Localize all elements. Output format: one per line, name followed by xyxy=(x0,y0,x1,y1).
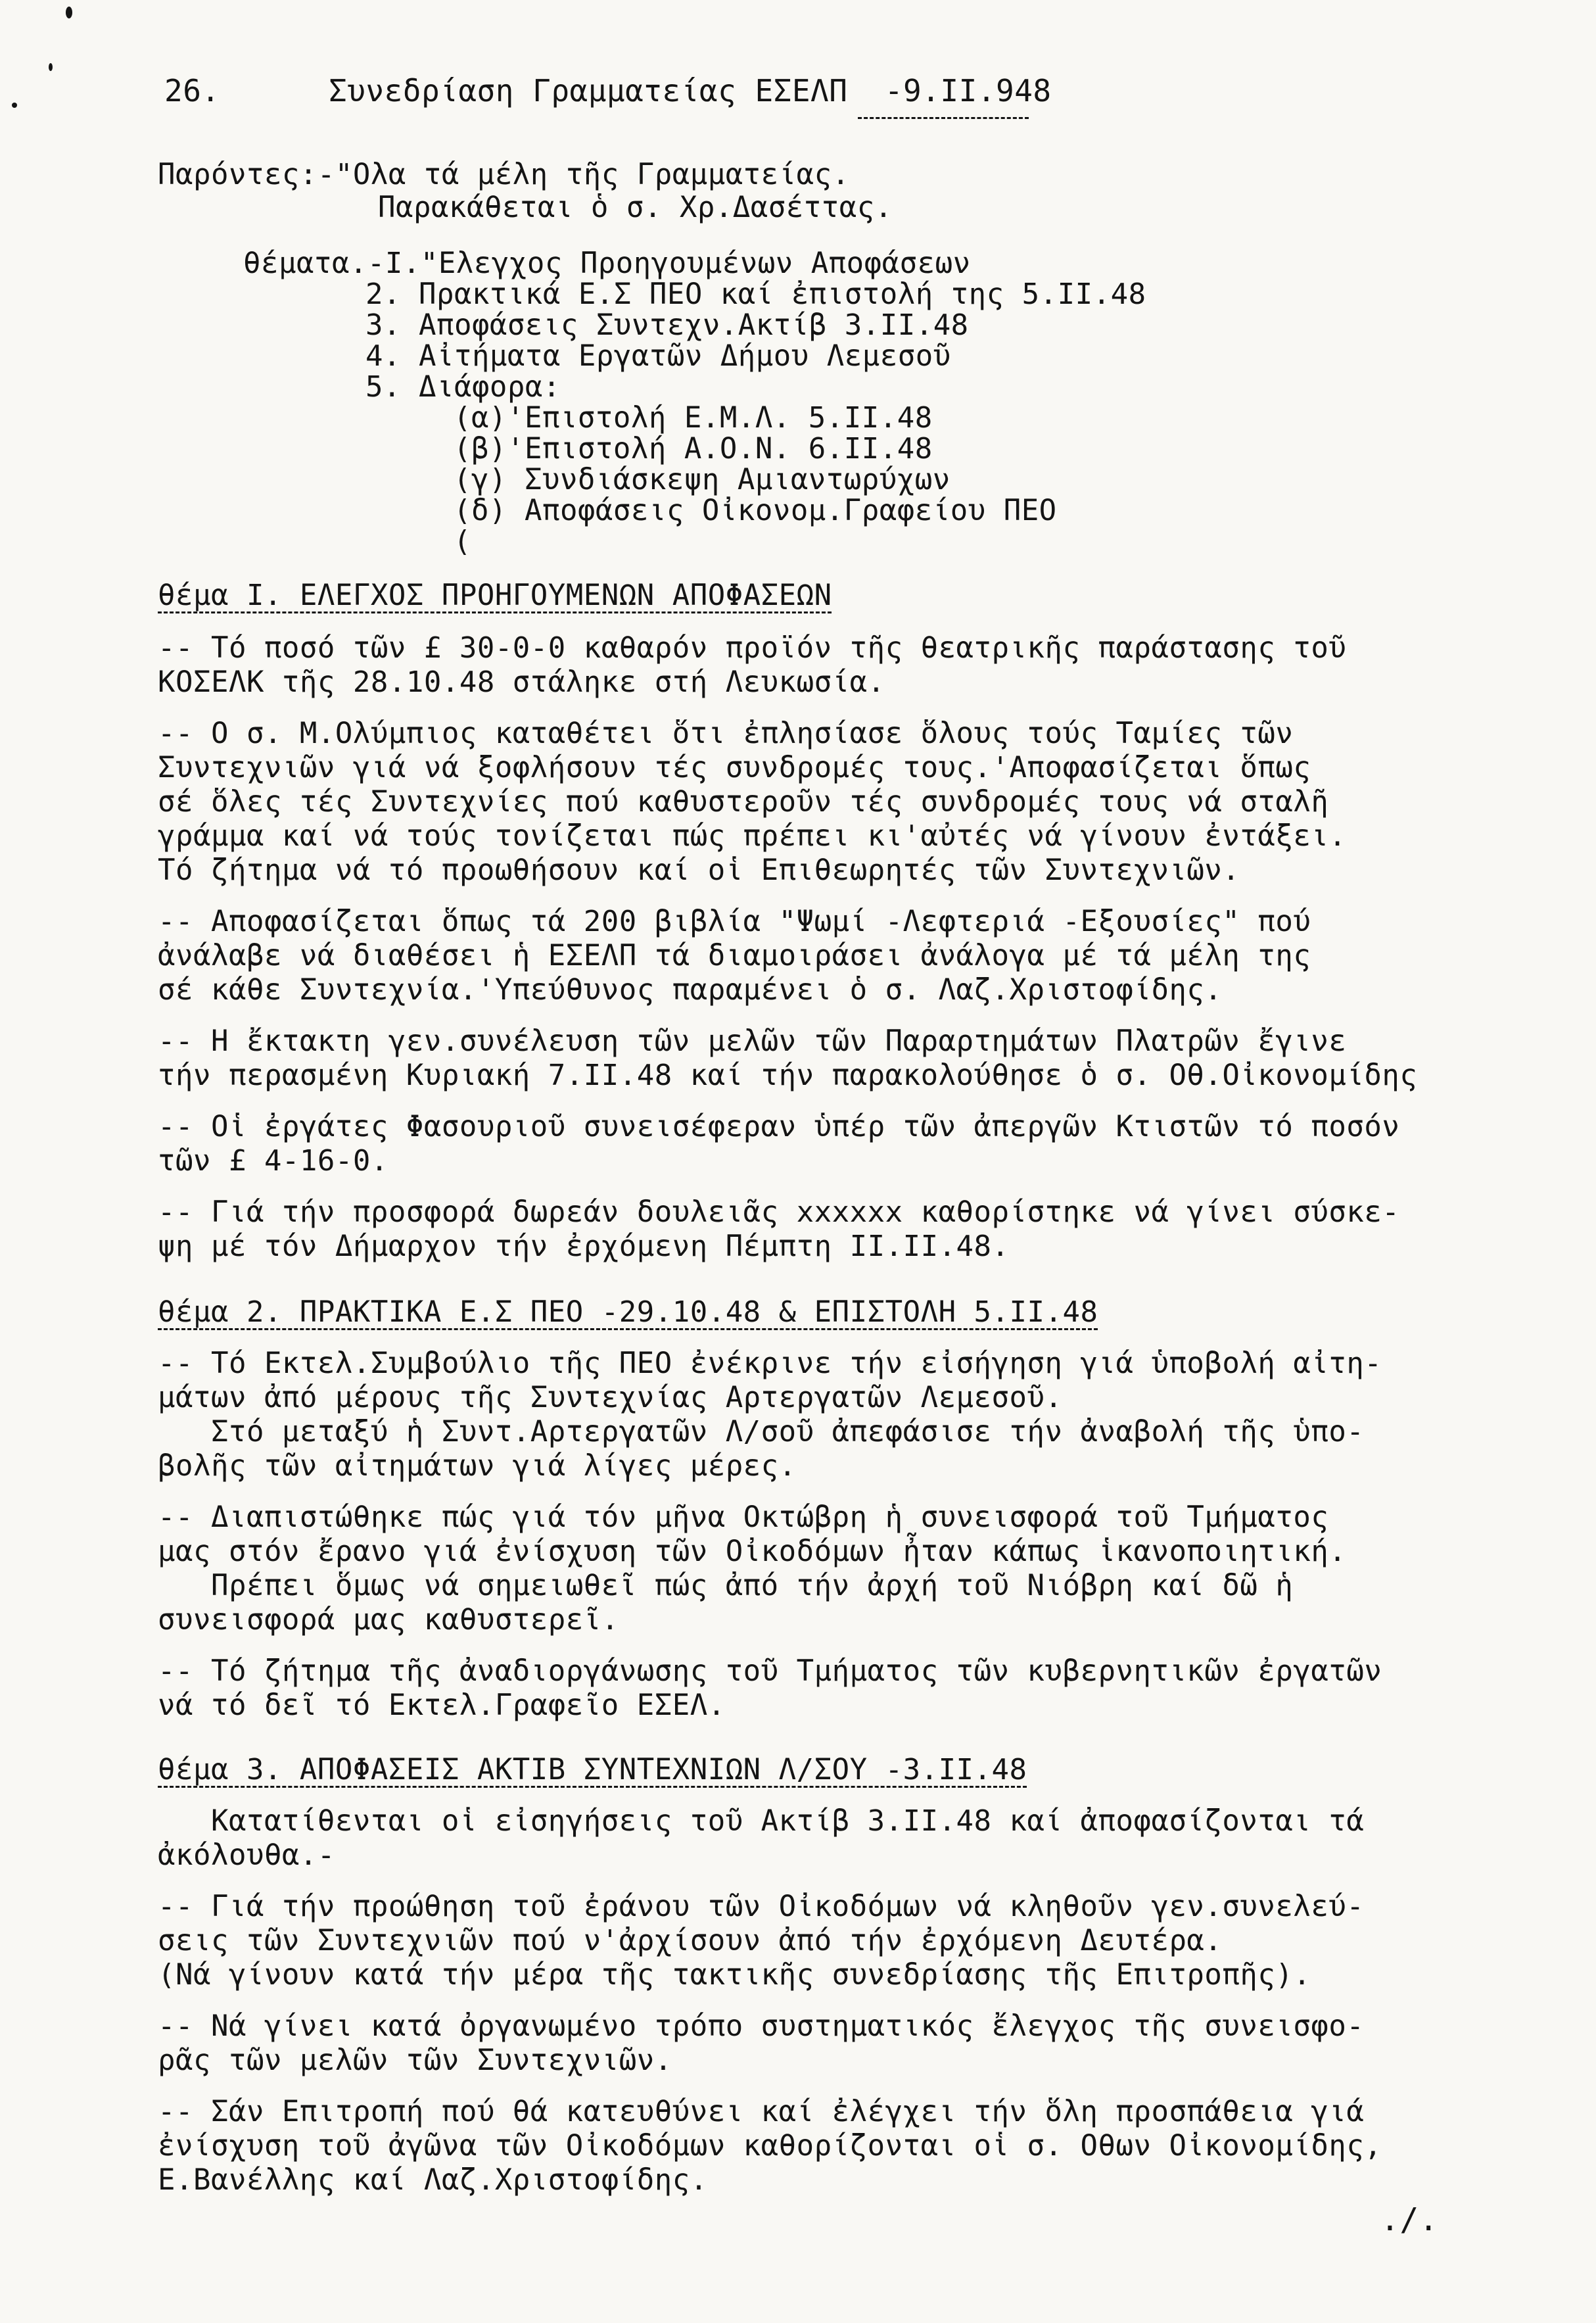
continuation-mark: ./. xyxy=(1380,2201,1439,2238)
paragraph-line: Τό ζήτημα νά τό προωθήσουν καί οἱ Επιθεωρητές τῶν Συντεχνιῶν. xyxy=(158,853,1240,887)
section-heading: θέμα 3. ΑΠΟΦΑΣΕΙΣ ΑΚΤΙΒ ΣΥΝΤΕΧΝΙΩΝ Λ/ΣΟΥ -3.II.48 xyxy=(158,1753,1027,1786)
paragraph-line: ΚΟΣΕΛΚ τῆς 28.10.48 στάληκε στή Λευκωσία. xyxy=(158,665,885,699)
paragraph-line: -- Τό ζήτημα τῆς ἀναδιοργάνωσης τοῦ Τμήματος τῶν κυβερνητικῶν ἐργατῶν xyxy=(158,1654,1382,1688)
paragraph-line: -- Γιά τήν προώθηση τοῦ ἐράνου τῶν Οἰκοδόμων νά κληθοῦν γεν.συνελεύ- xyxy=(158,1890,1365,1923)
section-heading: θέμα I. ΕΛΕΓΧΟΣ ΠΡΟΗΓΟΥΜΕΝΩΝ ΑΠΟΦΑΣΕΩΝ xyxy=(158,579,832,612)
paragraph-line: -- Γιά τήν προσφορά δωρεάν δουλειᾶς xxxxxx καθορίστηκε νά γίνει σύσκε- xyxy=(158,1195,1400,1229)
paragraph-line: Κατατίθενται οἱ εἰσηγήσεις τοῦ Ακτίβ 3.II.48 καί ἀποφασίζονται τά xyxy=(158,1804,1365,1838)
attendance-present: Παρόντες:-"Ολα τά μέλη τῆς Γραμματείας. xyxy=(158,158,850,191)
agenda-subitem: (β)'Επιστολή Α.Ο.Ν. 6.II.48 xyxy=(454,432,933,466)
paragraph-line: μας στόν ἔρανο γιά ἐνίσχυση τῶν Οἰκοδόμων ἦταν κάπως ἱκανοποιητική. xyxy=(158,1535,1347,1568)
page-number: 26. xyxy=(164,73,220,108)
paragraph-line: σεις τῶν Συντεχνιῶν πού ν'ἀρχίσουν ἀπό τήν ἐρχόμενη Δευτέρα. xyxy=(158,1924,1223,1957)
attendance-attends: Παρακάθεται ὁ σ. Χρ.Δασέττας. xyxy=(378,191,893,224)
paragraph-line: γράμμα καί νά τούς τονίζεται πώς πρέπει κι'αὐτές νά γίνουν ἐντάξει. xyxy=(158,819,1347,853)
paragraph-line: σέ κάθε Συντεχνία.'Υπεύθυνος παραμένει ὁ σ. Λαζ.Χριστοφίδης. xyxy=(158,973,1223,1007)
paragraph-line: ἐνίσχυση τοῦ ἀγῶνα τῶν Οἰκοδόμων καθορίζονται οἱ σ. Οθων Οἰκονομίδης, xyxy=(158,2129,1382,2163)
paragraph-line: νά τό δεῖ τό Εκτελ.Γραφεῖο ΕΣΕΛ. xyxy=(158,1688,726,1722)
paragraph-line: Στό μεταξύ ἡ Συντ.Αρτεργατῶν Λ/σοῦ ἀπεφάσισε τήν ἀναβολή τῆς ὑπο- xyxy=(158,1415,1365,1449)
paragraph-line: -- Ο σ. Μ.Ολύμπιος καταθέτει ὅτι ἐπλησίασε ὅλους τούς Ταμίες τῶν xyxy=(158,717,1294,750)
paragraph-line: -- Σάν Επιτροπή πού θά κατευθύνει καί ἐλέγχει τήν ὅλη προσπάθεια γιά xyxy=(158,2095,1365,2128)
agenda-item: θέματα.-I."Ελεγχος Προηγουμένων Αποφάσεων xyxy=(243,247,971,280)
paragraph-line: -- Αποφασίζεται ὅπως τά 200 βιβλία "Ψωμί -Λεφτεριά -Εξουσίες" πού xyxy=(158,905,1311,938)
paragraph-line: μάτων ἀπό μέρους τῆς Συντεχνίας Αρτεργατῶν Λεμεσοῦ. xyxy=(158,1381,1063,1414)
paragraph-line: ψη μέ τόν Δήμαρχον τήν ἐρχόμενη Πέμπτη II.II.48. xyxy=(158,1230,1010,1263)
paragraph-line: Πρέπει ὅμως νά σημειωθεῖ πώς ἀπό τήν ἀρχή τοῦ Νιόβρη καί δῶ ἡ xyxy=(158,1569,1294,1602)
agenda-item: 2. Πρακτικά Ε.Σ ΠΕΟ καί ἐπιστολή της 5.II.48 xyxy=(365,277,1146,311)
paragraph-line: -- Νά γίνει κατά ὀργανωμένο τρόπο συστηματικός ἔλεγχος τῆς συνεισφο- xyxy=(158,2009,1365,2043)
paragraph-line: σέ ὅλες τές Συντεχνίες πού καθυστεροῦν τές συνδρομές τους νά σταλῆ xyxy=(158,785,1329,819)
paragraph-line: τήν περασμένη Κυριακή 7.II.48 καί τήν παρακολούθησε ὁ σ. Οθ.Οἰκονομίδης xyxy=(158,1059,1418,1092)
agenda-subitem: (γ) Συνδιάσκεψη Αμιαντωρύχων xyxy=(454,463,951,496)
paragraph-line: -- Τό ποσό τῶν £ 30-0-0 καθαρόν προϊόν τῆς θεατρικῆς παράστασης τοῦ xyxy=(158,631,1347,665)
agenda-item: 5. Διάφορα: xyxy=(365,370,561,404)
paragraph-line: τῶν £ 4-16-0. xyxy=(158,1144,388,1178)
title-underline xyxy=(858,117,1029,119)
ink-blot xyxy=(49,63,53,71)
paragraph-line: -- Τό Εκτελ.Συμβούλιο τῆς ΠΕΟ ἐνέκρινε τήν εἰσήγηση γιά ὑποβολή αἰτη- xyxy=(158,1347,1382,1380)
paragraph-line: συνεισφορά μας καθυστερεῖ. xyxy=(158,1603,619,1637)
paragraph-line: -- Η ἔκτακτη γεν.συνέλευση τῶν μελῶν τῶν Παραρτημάτων Πλατρῶν ἔγινε xyxy=(158,1024,1347,1058)
page-title: Συνεδρίαση Γραμματείας ΕΣΕΛΠ -9.II.948 xyxy=(329,73,1052,108)
paragraph-line: -- Διαπιστώθηκε πώς γιά τόν μῆνα Οκτώβρη ἡ συνεισφορά τοῦ Τμήματος xyxy=(158,1500,1329,1534)
paragraph-line: ρᾶς τῶν μελῶν τῶν Συντεχνιῶν. xyxy=(158,2044,672,2077)
ink-blot xyxy=(12,103,17,108)
paragraph-line: ἀκόλουθα.- xyxy=(158,1838,335,1872)
paragraph-line: (Νά γίνουν κατά τήν μέρα τῆς τακτικῆς συνεδρίασης τῆς Επιτροπῆς). xyxy=(158,1958,1311,1992)
paragraph-line: Συντεχνιῶν γιά νά ξοφλήσουν τές συνδρομές τους.'Αποφασίζεται ὅπως xyxy=(158,751,1311,784)
agenda-subitem: (δ) Αποφάσεις Οἰκονομ.Γραφείου ΠΕΟ xyxy=(454,494,1057,527)
ink-blot xyxy=(66,7,72,18)
agenda-item: 4. Αἰτήματα Εργατῶν Δήμου Λεμεσοῦ xyxy=(365,339,951,373)
paragraph-line: βολῆς τῶν αἰτημάτων γιά λίγες μέρες. xyxy=(158,1449,797,1483)
paragraph-line: Ε.Βανέλλης καί Λαζ.Χριστοφίδης. xyxy=(158,2163,708,2197)
agenda-item: 3. Αποφάσεις Συντεχν.Ακτίβ 3.II.48 xyxy=(365,308,969,342)
section-heading: θέμα 2. ΠΡΑΚΤΙΚΑ Ε.Σ ΠΕΟ -29.10.48 & ΕΠΙΣΤΟΛΗ 5.II.48 xyxy=(158,1295,1098,1329)
agenda-subitem: (α)'Επιστολή Ε.Μ.Λ. 5.II.48 xyxy=(454,401,933,435)
paragraph-line: ἀνάλαβε νά διαθέσει ἡ ΕΣΕΛΠ τά διαμοιράσει ἀνάλογα μέ τά μέλη της xyxy=(158,939,1311,972)
agenda-bracket: ( xyxy=(454,525,471,558)
paragraph-line: -- Οἱ ἐργάτες Φασουριοῦ συνεισέφεραν ὑπέρ τῶν ἀπεργῶν Κτιστῶν τό ποσόν xyxy=(158,1110,1400,1143)
